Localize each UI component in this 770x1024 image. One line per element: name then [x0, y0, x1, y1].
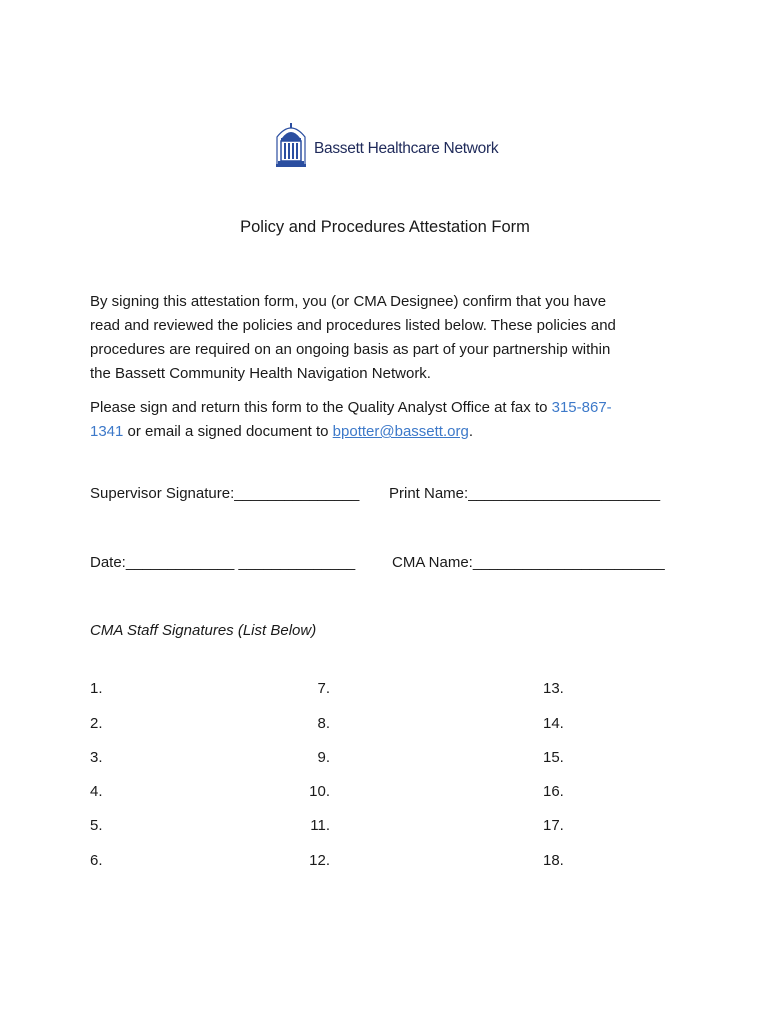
- staff-signature-number: 18.: [543, 852, 564, 869]
- staff-signature-number: 1.: [90, 680, 103, 697]
- fax-number-part1[interactable]: 315-867-: [551, 399, 612, 416]
- staff-signature-number: 17.: [543, 817, 564, 834]
- print-name-field[interactable]: Print Name:_______________________: [389, 485, 661, 502]
- staff-signature-number: 13.: [543, 680, 564, 697]
- staff-signature-number: 4.: [90, 783, 103, 800]
- staff-signature-number: 3.: [90, 749, 103, 766]
- staff-signature-number: 11.: [310, 817, 330, 834]
- email-link[interactable]: bpotter@bassett.org: [332, 423, 469, 440]
- supervisor-signature-field[interactable]: Supervisor Signature:_______________: [90, 485, 360, 502]
- intro-line-1: By signing this attestation form, you (or CMA Designee) confirm that you have: [90, 293, 607, 310]
- logo: [276, 122, 498, 168]
- staff-signature-number: 10.: [309, 783, 330, 800]
- logo-text: Bassett Healthcare Network: [314, 140, 499, 157]
- intro-line-3: procedures are required on an ongoing basis as part of your partnership within: [90, 341, 611, 358]
- cma-name-field[interactable]: CMA Name:_______________________: [392, 554, 665, 571]
- date-field[interactable]: Date:_____________ ______________: [90, 554, 356, 571]
- page-title: Policy and Procedures Attestation Form: [240, 218, 530, 236]
- staff-signature-number: 15.: [543, 749, 564, 766]
- staff-signature-number: 9.: [317, 749, 330, 766]
- instructions-line-1: [90, 396, 690, 420]
- instructions-suffix: .: [468, 423, 473, 440]
- instructions-middle: or email a signed document to: [123, 423, 333, 440]
- staff-signature-number: 5.: [90, 817, 103, 834]
- staff-signature-number: 8.: [317, 715, 330, 732]
- fax-number-part2[interactable]: 1341: [90, 423, 124, 440]
- staff-signature-number: 14.: [543, 715, 564, 732]
- instructions-prefix: Please sign and return this form to the Quality Analyst Office at fax to: [90, 399, 552, 416]
- intro-paragraph: [90, 290, 690, 386]
- intro-line-4: the Bassett Community Health Navigation Network.: [90, 365, 431, 382]
- staff-signature-number: 2.: [90, 715, 103, 732]
- building-dome-icon: [276, 123, 306, 167]
- instructions-line-2: [90, 420, 690, 444]
- staff-signature-number: 12.: [309, 852, 330, 869]
- staff-signature-number: 16.: [543, 783, 564, 800]
- intro-line-2: read and reviewed the policies and procedures listed below. These policies and: [90, 317, 616, 334]
- staff-signature-number: 6.: [90, 852, 103, 869]
- staff-signature-number: 7.: [317, 680, 330, 697]
- staff-signatures-heading: CMA Staff Signatures (List Below): [90, 622, 317, 639]
- instructions-paragraph: [90, 396, 690, 444]
